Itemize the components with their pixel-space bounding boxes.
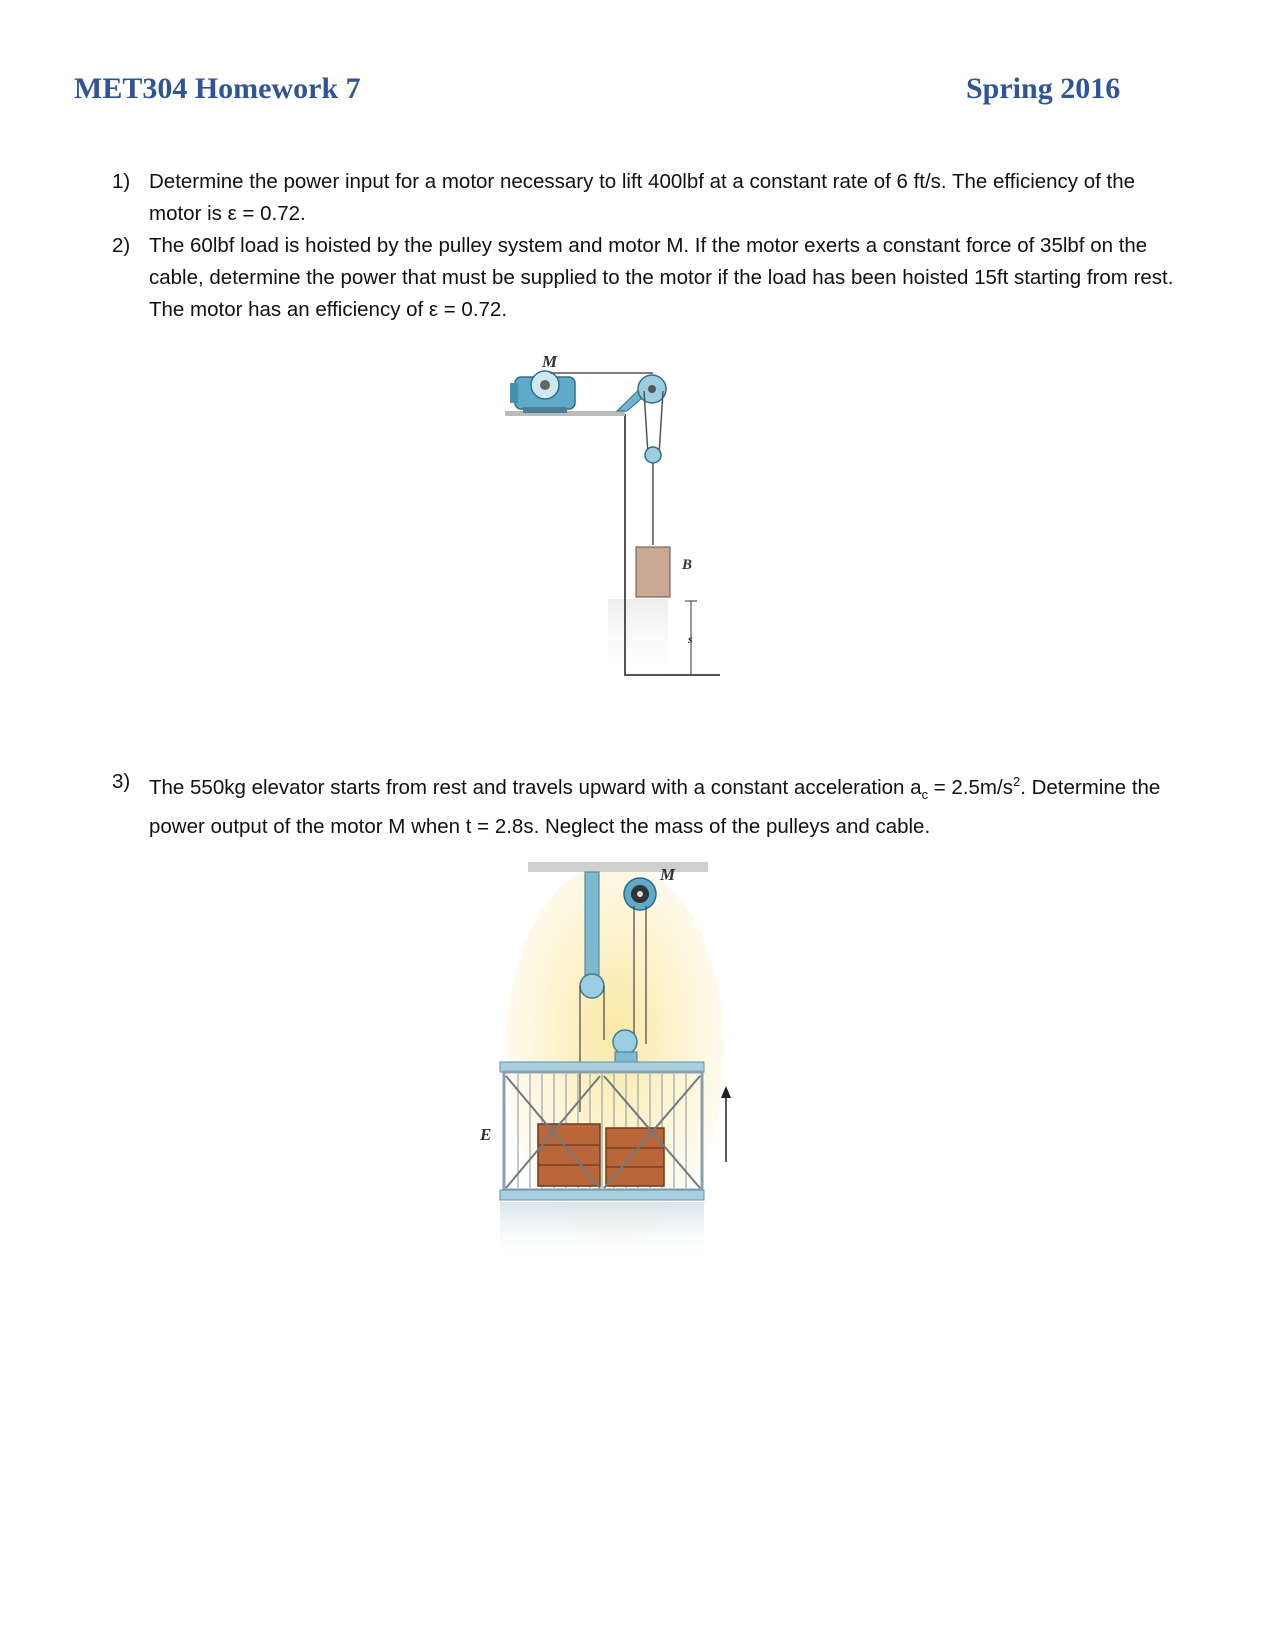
problem-number: 1): [112, 170, 131, 193]
pulley-hoist-figure: [505, 352, 755, 715]
distance-label: s: [688, 632, 693, 646]
elevator-figure: [480, 862, 775, 1337]
problem-text: The 60lbf load is hoisted by the pulley system and motor M. If the motor exerts a constant force of 35lbf on the cable, determine the power that must be supplied to the motor if the load has been hoisted 15ft starting from rest. The motor has an efficiency of ε = 0.72.: [149, 234, 1174, 321]
floor-reflection: [500, 1202, 704, 1264]
problem-number: 2): [112, 234, 131, 257]
motor-label: M: [542, 352, 558, 371]
problem-text: Determine the power input for a motor necessary to lift 400lbf at a constant rate of 6 ft/s. The efficiency of the motor is ε = 0.72.: [149, 170, 1136, 225]
motor-label: M: [660, 865, 676, 884]
problem-text: The 550kg elevator starts from rest and travels upward with a constant acceleration $a_c = 2.5m/s^2$. Determine the power output of the motor M when t = 2.8s. Neglect the mass of the pulleys and cable.: [149, 774, 1161, 838]
lower-pulley: [645, 447, 661, 463]
pulley-hanger: [585, 872, 599, 982]
acceleration-subscript: c: [921, 786, 929, 802]
load-label: B: [682, 557, 693, 573]
problem-1: [112, 166, 1192, 230]
ceiling: [528, 862, 708, 872]
motor-m: [510, 371, 575, 413]
semester-label: Spring 2016: [966, 72, 1121, 105]
problem-2: [112, 230, 1192, 326]
elevator-pulley: [613, 1030, 637, 1054]
problem-number: 3): [112, 770, 131, 793]
elevator-label: E: [480, 1125, 492, 1144]
load-block-b: [636, 547, 670, 597]
problem-3: [112, 766, 1192, 843]
homework-title: MET304 Homework 7: [74, 72, 361, 105]
elevator-floor: [500, 1190, 704, 1200]
unit-superscript: 2: [1012, 774, 1021, 789]
fixed-pulley: [580, 974, 604, 998]
